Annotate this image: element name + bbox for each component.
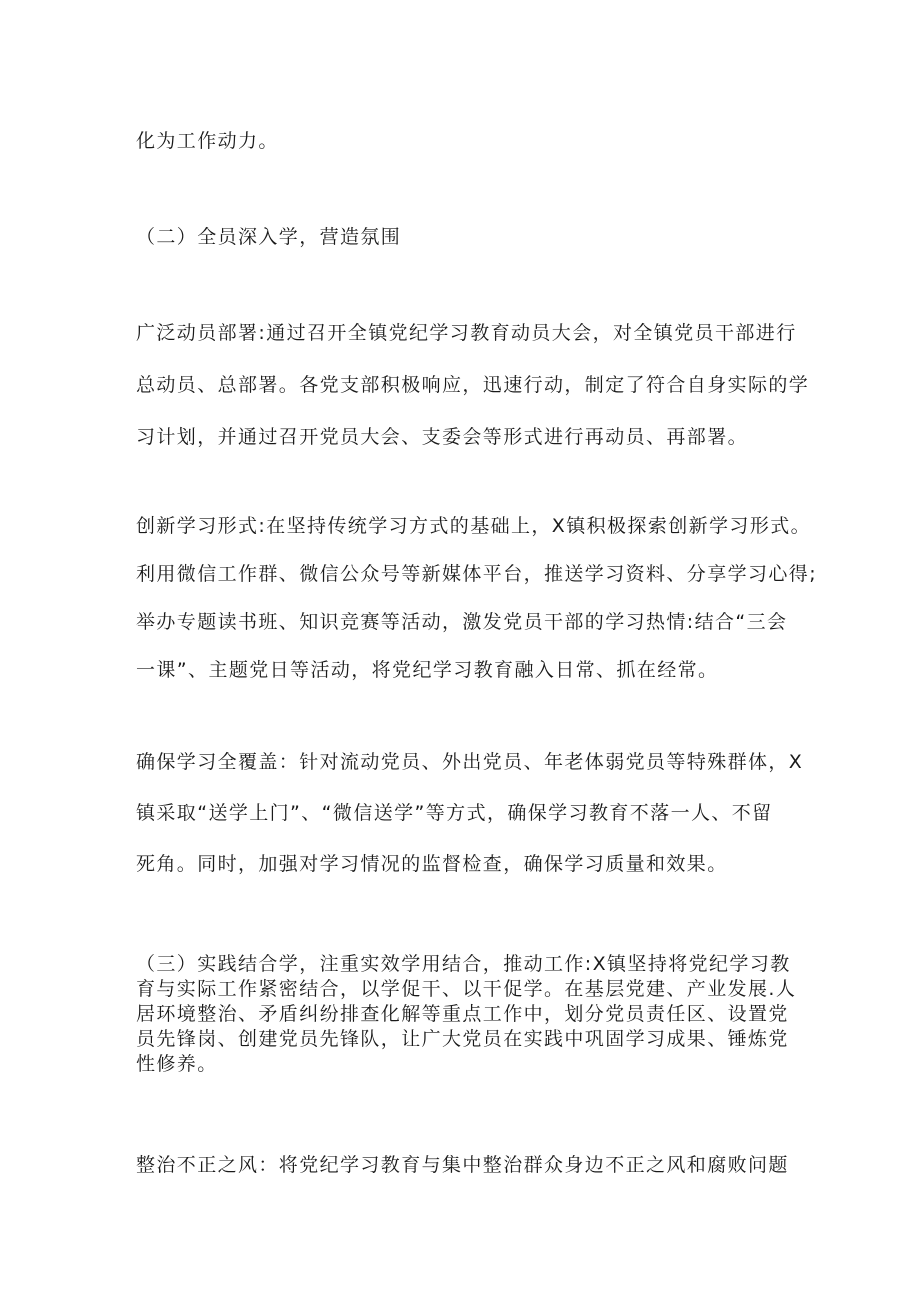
text-line: 死角。同时，加强对学习情况的监督检查，确保学习质量和效果。	[136, 853, 728, 875]
text-line: 化为工作动力。	[136, 130, 279, 152]
paragraph-practice	[136, 952, 797, 1077]
text-line: 一课”、主题党日等活动，将党纪学习教育融入日常、抓在经常。	[136, 659, 719, 681]
text-line: 性修养。	[136, 1053, 218, 1075]
text-line: 员先锋岗、创建党员先锋队，让广大党员在实践中巩固学习成果、锤炼党	[136, 1028, 789, 1050]
text-line: 广泛动员部署:通过召开全镇党纪学习教育动员大会，对全镇党员干部进行	[136, 322, 797, 344]
paragraph-innovation	[136, 511, 818, 703]
paragraph-rectification	[136, 1150, 790, 1177]
paragraph-mobilization	[136, 318, 810, 474]
text-line: 镇采取“送学上门”、“微信送学”等方式，确保学习教育不落一人、不留	[136, 802, 773, 824]
heading-text: （二）全员深入学，营造氛围	[136, 226, 402, 248]
text-line: 居环境整治、矛盾纠纷排查化解等重点工作中，划分党员责任区、设置党	[136, 1003, 789, 1025]
section-heading-2	[136, 222, 790, 249]
text-line: 举办专题读书班、知识竞赛等活动，激发党员干部的学习热情:结合“三会	[136, 611, 788, 633]
text-line: 确保学习全覆盖：针对流动党员、外出党员、年老体弱党员等特殊群体，X	[136, 751, 804, 773]
text-line: 整治不正之风：将党纪学习教育与集中整治群众身边不正之风和腐败问题	[136, 1154, 789, 1176]
text-line: 创新学习形式:在坚持传统学习方式的基础上，X镇积极探索创新学习形式。	[136, 515, 812, 537]
paragraph-continuation	[136, 126, 790, 153]
paragraph-coverage	[136, 747, 804, 900]
text-line: 习计划，并通过召开党员大会、支委会等形式进行再动员、再部署。	[136, 426, 749, 448]
text-line: 育与实际工作紧密结合，以学促干、以干促学。在基层党建、产业发展.人	[136, 978, 797, 1000]
text-line: （三）实践结合学，注重实效学用结合，推动工作:X镇坚持将党纪学习教	[136, 953, 791, 975]
text-line: 总动员、总部署。各党支部积极响应，迅速行动，制定了符合自身实际的学	[136, 374, 810, 396]
text-line: 利用微信工作群、微信公众号等新媒体平台，推送学习资料、分享学习心得;	[136, 563, 818, 585]
